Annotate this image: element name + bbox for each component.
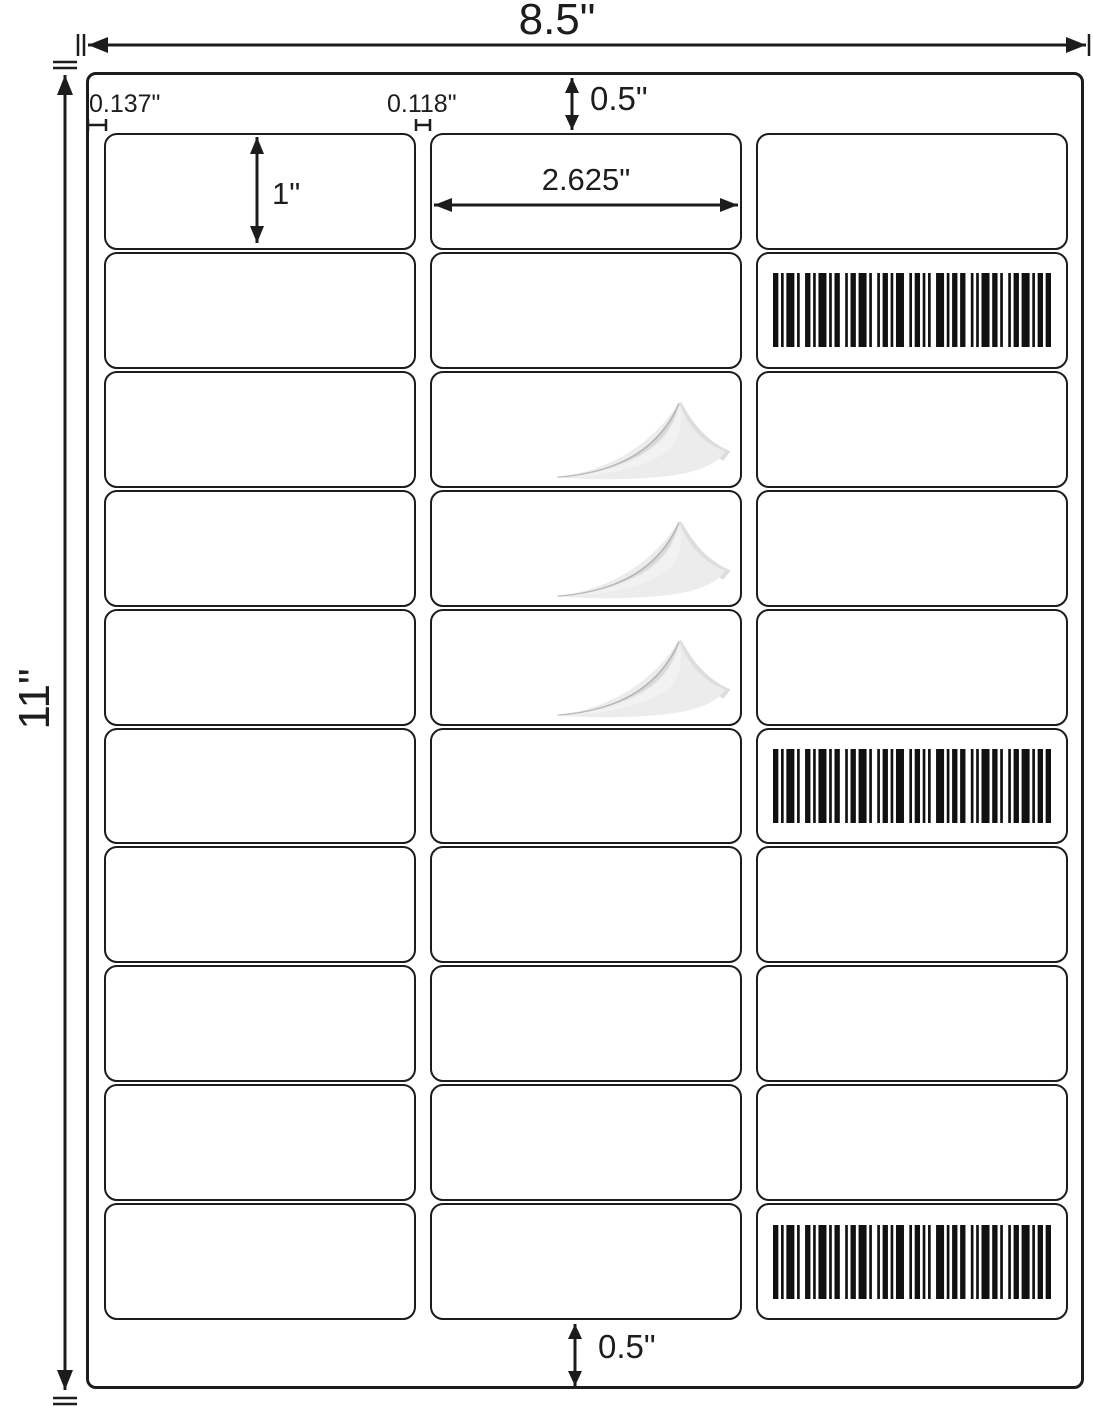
label-cell-r2-c2: [430, 252, 742, 369]
sheet-height-dimension-arrow: [50, 56, 80, 1407]
label-width-label: 2.625": [541, 162, 631, 197]
label-cell-r8-c1: [104, 965, 416, 1082]
label-cell-r3-c2: [430, 371, 742, 488]
label-cell-r1-c3: [756, 133, 1068, 250]
sheet-width-dimension-arrow: [58, 32, 1093, 58]
label-grid: [104, 133, 1068, 1320]
label-cell-r4-c3: [756, 490, 1068, 607]
bottom-margin-label: 0.5": [598, 1328, 656, 1365]
top-margin-arrow: [557, 75, 587, 133]
barcode-icon: [773, 749, 1051, 823]
label-cell-r6-c2: [430, 728, 742, 845]
label-cell-r5-c2: [430, 609, 742, 726]
label-cell-r2-c3: [756, 252, 1068, 369]
label-cell-r9-c2: [430, 1084, 742, 1201]
label-cell-r3-c1: [104, 371, 416, 488]
label-cell-r6-c3: [756, 728, 1068, 845]
sheet-outline: [86, 72, 1084, 1389]
label-cell-r8-c3: [756, 965, 1068, 1082]
barcode-icon: [773, 273, 1051, 347]
label-cell-r5-c3: [756, 609, 1068, 726]
label-cell-r3-c3: [756, 371, 1068, 488]
label-cell-r10-c3: [756, 1203, 1068, 1320]
label-cell-r2-c1: [104, 252, 416, 369]
label-cell-r7-c3: [756, 846, 1068, 963]
label-cell-r4-c2: [430, 490, 742, 607]
top-margin-label: 0.5": [590, 80, 648, 117]
bottom-margin-arrow: [560, 1321, 590, 1389]
label-cell-r9-c1: [104, 1084, 416, 1201]
barcode-icon: [773, 1225, 1051, 1299]
label-height-arrow: [242, 134, 272, 246]
label-cell-r10-c2: [430, 1203, 742, 1320]
label-cell-r6-c1: [104, 728, 416, 845]
label-cell-r5-c1: [104, 609, 416, 726]
label-width-arrow: [430, 192, 742, 218]
left-margin-bracket: [86, 117, 108, 133]
column-gap-bracket: [414, 117, 432, 133]
label-cell-r10-c1: [104, 1203, 416, 1320]
peeling-corner-icon: [554, 634, 738, 719]
left-margin-label: 0.137": [89, 90, 161, 118]
label-cell-r8-c2: [430, 965, 742, 1082]
column-gap-label: 0.118": [387, 90, 457, 118]
label-cell-r9-c3: [756, 1084, 1068, 1201]
peeling-corner-icon: [554, 396, 738, 481]
sheet-width-dimension-label: 8.5": [518, 0, 596, 44]
peeling-corner-icon: [554, 515, 738, 600]
label-height-label: 1": [272, 176, 301, 211]
sheet-height-dimension-label: 11": [10, 668, 59, 730]
label-cell-r4-c1: [104, 490, 416, 607]
label-cell-r7-c2: [430, 846, 742, 963]
label-cell-r7-c1: [104, 846, 416, 963]
